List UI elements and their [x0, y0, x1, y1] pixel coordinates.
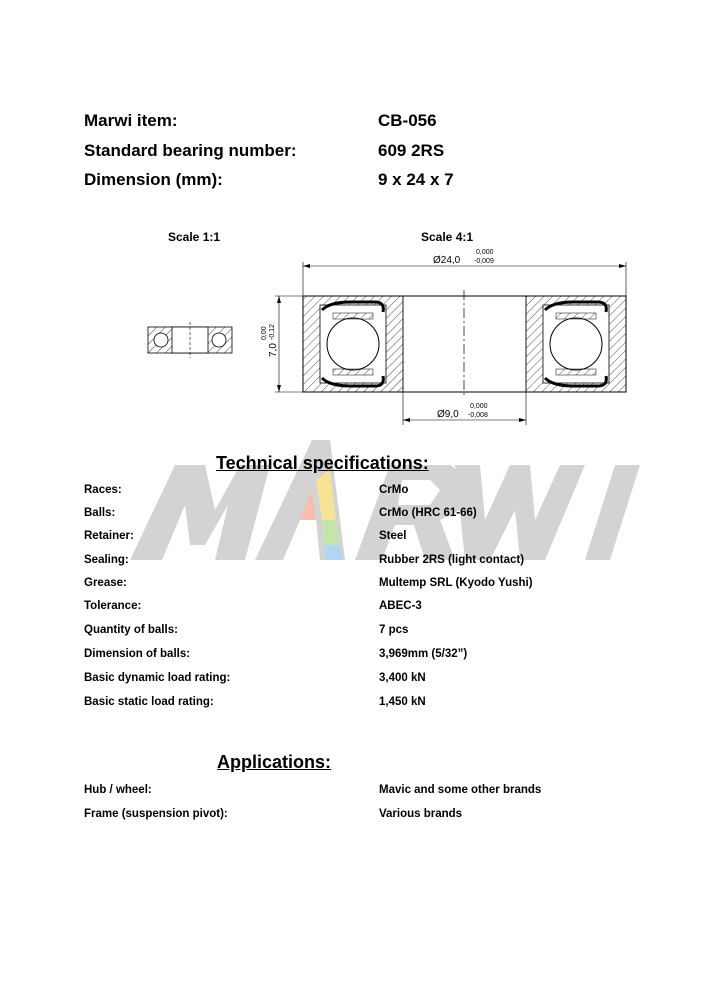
- spec-value-tolerance: ABEC-3: [379, 600, 422, 612]
- spec-label-balls: Balls:: [84, 507, 116, 519]
- width-tol-upper: 0,00: [261, 326, 268, 340]
- app-value-frame: Various brands: [379, 808, 463, 820]
- applications-title: Applications:: [217, 752, 332, 772]
- outer-diameter-dim: Ø24,0: [433, 255, 461, 266]
- technical-specs-title: Technical specifications:: [216, 453, 429, 473]
- inner-tol-lower: -0,008: [468, 412, 488, 419]
- header-value-item: CB-056: [378, 111, 437, 130]
- width-dim: 7,0: [268, 343, 279, 357]
- inner-tol-upper: 0,000: [470, 403, 488, 410]
- header-label-dimension: Dimension (mm):: [84, 170, 223, 189]
- spec-value-grease: Multemp SRL (Kyodo Yushi): [379, 577, 533, 589]
- inner-diameter-dim: Ø9,0: [437, 409, 459, 420]
- header-label-item: Marwi item:: [84, 111, 178, 130]
- spec-label-retainer: Retainer:: [84, 530, 134, 542]
- spec-label-sealing: Sealing:: [84, 554, 129, 566]
- spec-label-grease: Grease:: [84, 577, 127, 589]
- spec-value-sealing: Rubber 2RS (light contact): [379, 554, 525, 566]
- spec-value-races: CrMo: [379, 484, 409, 496]
- spec-value-static-load: 1,450 kN: [379, 696, 426, 708]
- spec-label-dynamic-load: Basic dynamic load rating:: [84, 672, 231, 684]
- spec-label-ball-dimension: Dimension of balls:: [84, 648, 191, 660]
- spec-label-tolerance: Tolerance:: [84, 600, 142, 612]
- spec-label-races: Races:: [84, 484, 122, 496]
- spec-label-static-load: Basic static load rating:: [84, 696, 214, 708]
- bearing-scale-4-1: [261, 249, 626, 425]
- header-label-number: Standard bearing number:: [84, 141, 297, 160]
- app-value-hub: Mavic and some other brands: [379, 784, 542, 796]
- app-label-frame: Frame (suspension pivot):: [84, 808, 228, 820]
- spec-value-quantity: 7 pcs: [379, 624, 409, 636]
- header-value-number: 609 2RS: [378, 141, 445, 160]
- scale-large-label: Scale 4:1: [421, 230, 474, 244]
- scale-small-label: Scale 1:1: [168, 230, 221, 244]
- width-tol-lower: -0,12: [269, 324, 276, 340]
- spec-value-balls: CrMo (HRC 61-66): [379, 507, 477, 519]
- outer-tol-upper: 0,000: [476, 249, 494, 256]
- spec-value-ball-dimension: 3,969mm (5/32”): [379, 648, 468, 660]
- app-label-hub: Hub / wheel:: [84, 784, 152, 796]
- bearing-scale-1-1: [148, 322, 232, 358]
- spec-label-quantity: Quantity of balls:: [84, 624, 178, 636]
- outer-tol-lower: -0,009: [474, 258, 494, 265]
- spec-value-dynamic-load: 3,400 kN: [379, 672, 426, 684]
- header-value-dimension: 9 x 24 x 7: [378, 170, 454, 189]
- spec-value-retainer: Steel: [379, 530, 407, 542]
